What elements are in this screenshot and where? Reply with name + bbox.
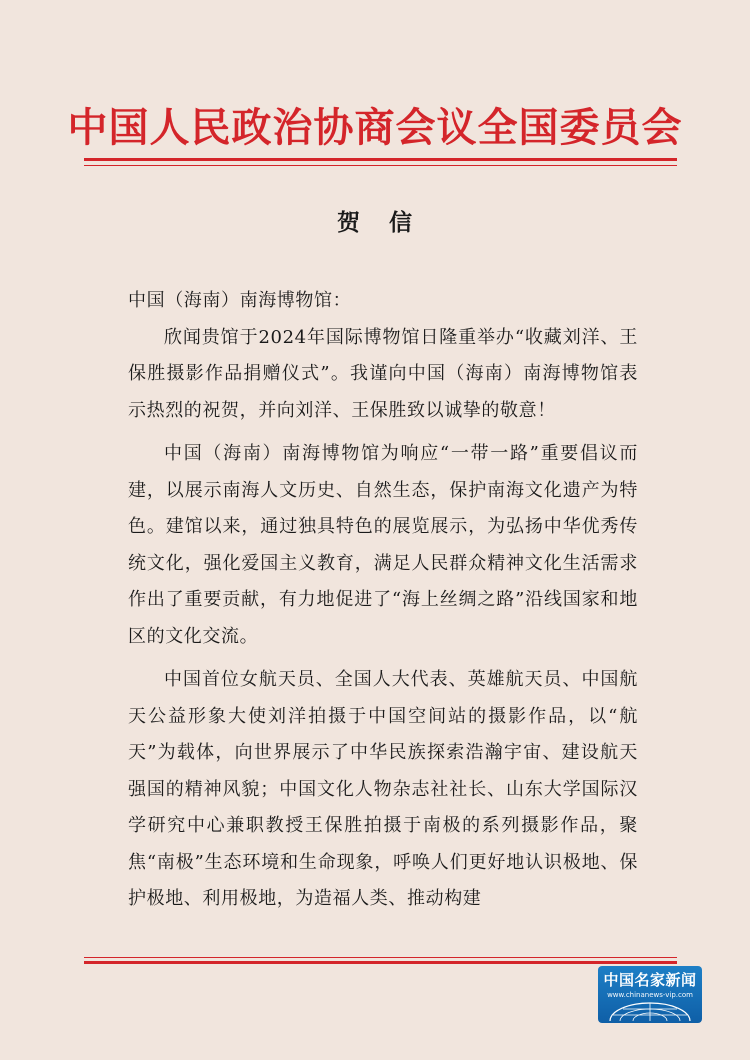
watermark-name: 中国名家新闻 [603, 971, 697, 989]
watermark-logo [598, 966, 702, 1023]
footer-rule-thick [84, 961, 677, 964]
footer-rule-thin [84, 957, 677, 958]
paragraph-2: 中国（海南）南海博物馆为响应“一带一路”重要倡议而建，以展示南海人文历史、自然生态，保护南海文化遗产为特色。建馆以来，通过独具特色的展览展示，为弘扬中华优秀传统文化，强化爱国主义教育，满足人民群众精神文化生活需求作出了重要贡献，有力地促进了“海上丝绸之路”沿线国家和地区的文化交流。 [128, 443, 638, 647]
letter-title-part2: 信 [389, 209, 413, 236]
watermark-url: www.chinanews-vip.com [607, 991, 693, 999]
letter-title [0, 206, 750, 240]
letter-body [128, 283, 638, 918]
letterhead-rule-thick [84, 158, 677, 161]
paragraph-3: 中国首位女航天员、全国人大代表、英雄航天员、中国航天公益形象大使刘洋拍摄于中国空间站的摄影作品，以“航天”为载体，向世界展示了中华民族探索浩瀚宇宙、建设航天强国的精神风貌；中国文化人物杂志社社长、山东大学国际汉学研究中心兼职教授王保胜拍摄于南极的系列摄影作品，聚焦“南极”生态环境和生命现象，呼唤人们更好地认识极地、保护极地、利用极地，为造福人类、推动构建 [128, 669, 638, 909]
salutation: 中国（海南）南海博物馆： [128, 290, 352, 311]
letter-title-part1: 贺 [337, 209, 361, 236]
globe-icon [605, 1001, 695, 1021]
letterhead-title: 中国人民政治协商会议全国委员会 [67, 104, 683, 151]
letterhead-rule-thin [84, 165, 677, 166]
paragraph-1: 欣闻贵馆于2024年国际博物馆日隆重举办“收藏刘洋、王保胜摄影作品捐赠仪式”。我谨向中国（海南）南海博物馆表示热烈的祝贺，并向刘洋、王保胜致以诚挚的敬意！ [128, 326, 638, 421]
